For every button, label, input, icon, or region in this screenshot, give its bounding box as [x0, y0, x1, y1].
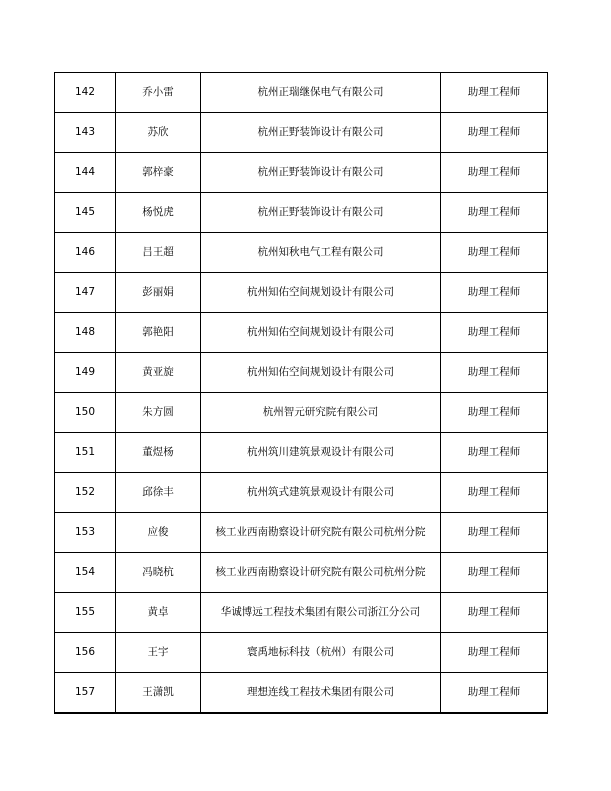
- person-name: 董煜杨: [116, 433, 201, 473]
- table-row: [55, 393, 548, 433]
- company-name: 杭州知秋电气工程有限公司: [201, 233, 441, 273]
- row-number: 148: [55, 313, 116, 353]
- person-name: 苏欣: [116, 113, 201, 153]
- table-row: [55, 633, 548, 673]
- row-number: 142: [55, 73, 116, 113]
- person-name: 应俊: [116, 513, 201, 553]
- job-title: 助理工程师: [441, 473, 548, 513]
- table-row: [55, 153, 548, 193]
- job-title: 助理工程师: [441, 313, 548, 353]
- job-title: 助理工程师: [441, 73, 548, 113]
- company-name: 杭州正野装饰设计有限公司: [201, 153, 441, 193]
- table-row: [55, 313, 548, 353]
- job-title: 助理工程师: [441, 553, 548, 593]
- row-number: 154: [55, 553, 116, 593]
- job-title: 助理工程师: [441, 633, 548, 673]
- company-name: 杭州知佑空间规划设计有限公司: [201, 313, 441, 353]
- company-name: 华诚博远工程技术集团有限公司浙江分公司: [201, 593, 441, 633]
- row-number: 152: [55, 473, 116, 513]
- table-row: [55, 193, 548, 233]
- row-number: 146: [55, 233, 116, 273]
- company-name: 杭州知佑空间规划设计有限公司: [201, 273, 441, 313]
- person-name: 吕王超: [116, 233, 201, 273]
- row-number: 153: [55, 513, 116, 553]
- table-row: [55, 553, 548, 593]
- person-name: 黄卓: [116, 593, 201, 633]
- row-number: 149: [55, 353, 116, 393]
- job-title: 助理工程师: [441, 153, 548, 193]
- row-number: 155: [55, 593, 116, 633]
- company-name: 杭州正瑞继保电气有限公司: [201, 73, 441, 113]
- company-name: 杭州筑川建筑景观设计有限公司: [201, 433, 441, 473]
- job-title: 助理工程师: [441, 393, 548, 433]
- job-title: 助理工程师: [441, 673, 548, 714]
- table-row: [55, 513, 548, 553]
- person-name: 郭艳阳: [116, 313, 201, 353]
- table-row: [55, 673, 548, 714]
- table-row: [55, 233, 548, 273]
- person-name: 王潇凯: [116, 673, 201, 714]
- person-name: 黄亚旋: [116, 353, 201, 393]
- job-title: 助理工程师: [441, 513, 548, 553]
- job-title: 助理工程师: [441, 593, 548, 633]
- table-row: [55, 73, 548, 113]
- company-name: 寰禹地标科技（杭州）有限公司: [201, 633, 441, 673]
- job-title: 助理工程师: [441, 113, 548, 153]
- company-name: 杭州知佑空间规划设计有限公司: [201, 353, 441, 393]
- person-name: 彭丽娟: [116, 273, 201, 313]
- job-title: 助理工程师: [441, 273, 548, 313]
- company-name: 理想连线工程技术集团有限公司: [201, 673, 441, 714]
- company-name: 杭州正野装饰设计有限公司: [201, 113, 441, 153]
- row-number: 143: [55, 113, 116, 153]
- row-number: 156: [55, 633, 116, 673]
- row-number: 157: [55, 673, 116, 714]
- table-row: [55, 273, 548, 313]
- person-name: 冯晓杭: [116, 553, 201, 593]
- table-row: [55, 473, 548, 513]
- person-name: 邱徐丰: [116, 473, 201, 513]
- roster-table: [54, 72, 548, 714]
- row-number: 150: [55, 393, 116, 433]
- table-row: [55, 593, 548, 633]
- company-name: 杭州正野装饰设计有限公司: [201, 193, 441, 233]
- roster-table-body: [55, 73, 548, 714]
- person-name: 郭梓豪: [116, 153, 201, 193]
- job-title: 助理工程师: [441, 433, 548, 473]
- row-number: 144: [55, 153, 116, 193]
- job-title: 助理工程师: [441, 193, 548, 233]
- company-name: 杭州筑式建筑景观设计有限公司: [201, 473, 441, 513]
- job-title: 助理工程师: [441, 353, 548, 393]
- company-name: 核工业西南勘察设计研究院有限公司杭州分院: [201, 513, 441, 553]
- person-name: 杨悦虎: [116, 193, 201, 233]
- table-row: [55, 113, 548, 153]
- person-name: 乔小雷: [116, 73, 201, 113]
- row-number: 151: [55, 433, 116, 473]
- table-row: [55, 433, 548, 473]
- person-name: 王宇: [116, 633, 201, 673]
- row-number: 147: [55, 273, 116, 313]
- row-number: 145: [55, 193, 116, 233]
- company-name: 核工业西南勘察设计研究院有限公司杭州分院: [201, 553, 441, 593]
- job-title: 助理工程师: [441, 233, 548, 273]
- table-row: [55, 353, 548, 393]
- person-name: 朱方圆: [116, 393, 201, 433]
- company-name: 杭州智元研究院有限公司: [201, 393, 441, 433]
